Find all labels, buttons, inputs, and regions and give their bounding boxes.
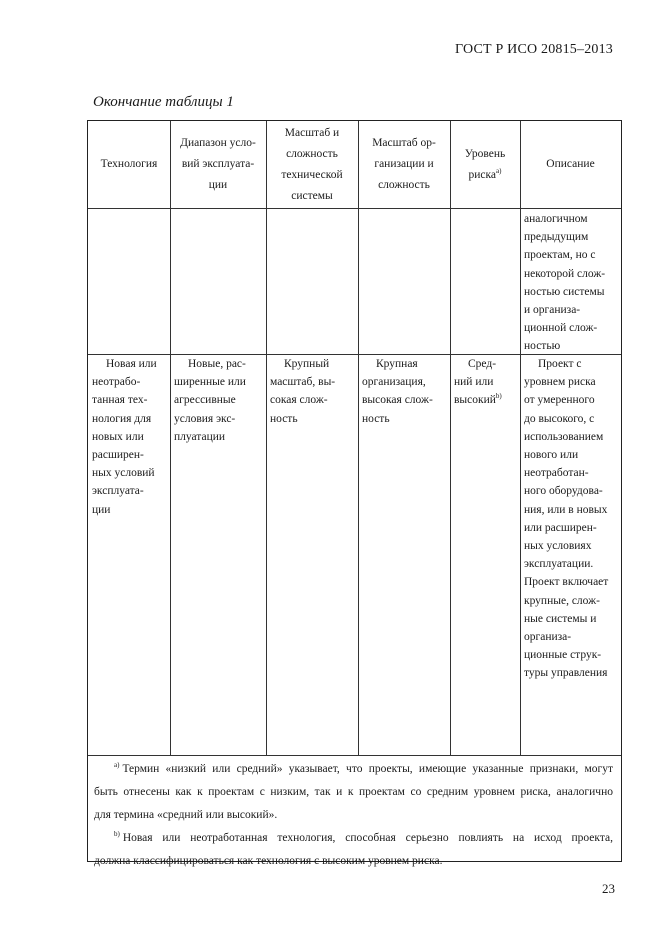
header-risk-level: Уровень риска$^{а)}$	[464, 147, 506, 181]
header-org-scale: Масштаб ор- ганизации и сложность	[372, 137, 436, 191]
standard-designation: ГОСТ Р ИСО 20815–2013	[455, 42, 613, 57]
header-description: Описание	[546, 158, 595, 170]
footnote-b: $^{b)}$ Новая или неотработанная технология, способная серьезно повлиять на исход проекта, должна классифицироваться как технология с высоким уровнем риска.	[94, 830, 613, 867]
row-conditions: Новые, рас- ширенные или агрессивные условия экс- плуатации	[174, 358, 246, 443]
row-description: Проект с уровнем риска от умеренного до высокого, с использованием нового или неотработан- ного оборудова- ния, или в новых или расширен- ных условиях эксплуатации. Проект включает крупные, слож- ные системы и организа- ционные струк- туры управления	[524, 358, 609, 680]
table-caption: Окончание таблицы 1	[93, 94, 234, 110]
footnote-ref-a: а)	[496, 166, 502, 175]
row-technology: Новая или неотрабо- танная тех- нология для новых или расширен- ных условий эксплуата- ции	[92, 358, 157, 516]
row-org-scale: Крупная организация, высокая слож- ность	[362, 358, 433, 425]
header-system-scale: Масштаб и сложность технической системы	[281, 126, 343, 202]
row-risk-level: Сред- ний или высокий$^{b)}$	[454, 358, 502, 407]
page-number: 23	[602, 881, 615, 896]
row-divider	[88, 208, 621, 209]
footnote-ref-b: b)	[495, 392, 502, 401]
row-divider	[88, 755, 621, 756]
header-technology: Технология	[100, 158, 158, 170]
footnote-a: $^{а)}$ Термин «низкий или средний» указывает, что проекты, имеющие указанные признаки, могут быть отнесены как к проектам с низким, так и к проектам со средним уровнем риска, аналогично для термина «средний или высокий».	[94, 761, 613, 821]
column-divider	[358, 121, 359, 755]
column-divider	[450, 121, 451, 755]
header-conditions: Диапазон усло- вий эксплуата- ции	[180, 137, 256, 191]
row-system-scale: Крупный масштаб, вы- сокая слож- ность	[270, 358, 336, 425]
continuation-description: аналогичном предыдущим проектам, но с некоторой слож- ностью системы и организа- ционной слож- ностью	[524, 213, 606, 353]
column-divider	[266, 121, 267, 755]
table-footnotes	[94, 758, 613, 873]
table-1	[87, 120, 622, 867]
